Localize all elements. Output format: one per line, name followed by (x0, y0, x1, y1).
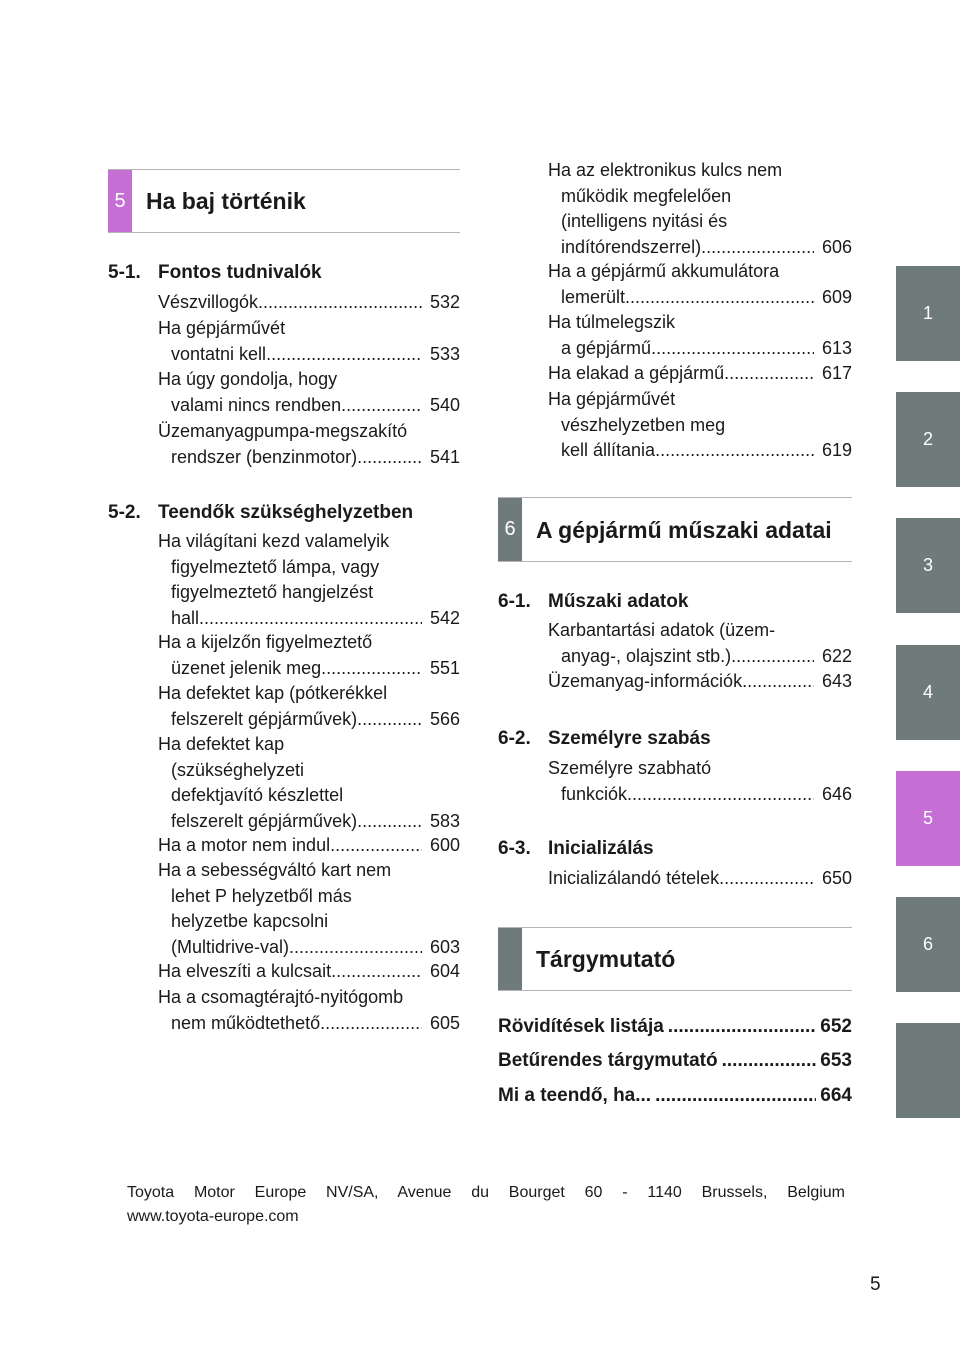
toc-entry-line (548, 184, 852, 210)
toc-entry-text: Ha a gépjármű akkumulátora (548, 261, 780, 281)
toc-entry-text: Ha az elektronikus kulcs nem (548, 160, 783, 180)
toc-entry-line (158, 758, 460, 784)
dot-leader (357, 445, 422, 471)
toc-entry-line (548, 209, 852, 235)
toc-entry[interactable] (548, 259, 852, 310)
toc-entry-line (158, 935, 460, 961)
toc-entry[interactable] (548, 756, 852, 807)
toc-entry[interactable] (548, 158, 852, 260)
toc-entry-text: funkciók (561, 783, 628, 804)
toc-entry-text: Inicializálandó tételek (548, 868, 720, 888)
dot-leader (655, 438, 814, 464)
dot-leader (664, 1014, 817, 1040)
index-entry-label: Rövidítések listája (498, 1016, 664, 1037)
dot-leader (625, 285, 814, 311)
dot-leader (258, 290, 422, 316)
side-tab-4[interactable]: 4 (896, 645, 960, 740)
dot-leader (651, 1083, 816, 1109)
toc-entry[interactable] (548, 387, 852, 464)
toc-entry-page: 605 (429, 1012, 460, 1033)
toc-entry[interactable] (548, 361, 852, 387)
toc-entry-line (158, 732, 460, 758)
page-number: 5 (870, 1274, 881, 1295)
subsection-number: 6-1. (498, 591, 531, 612)
toc-entry-line (158, 342, 460, 368)
toc-entry-page: 541 (429, 446, 460, 467)
section-6-tab: 6 (498, 498, 522, 561)
toc-entry-page: 533 (429, 343, 460, 364)
toc-entry-page: 542 (429, 607, 460, 628)
toc-entry-line (158, 783, 460, 809)
side-tab-2[interactable]: 2 (896, 392, 960, 487)
index-entry-alphabetical[interactable] (498, 1048, 852, 1074)
toc-entry-line (158, 393, 460, 419)
subsection-number: 6-3. (498, 838, 531, 859)
dot-leader (321, 656, 422, 682)
toc-entry-text: lehet P helyzetből más (171, 885, 352, 906)
subsection-label: Inicializálás (548, 838, 654, 859)
toc-entry-line (548, 285, 852, 311)
dot-leader (357, 809, 422, 835)
subsection-6-1-title (498, 589, 852, 615)
side-tab-6[interactable]: 6 (896, 897, 960, 992)
toc-entry-line (158, 606, 460, 632)
toc-entry-line (548, 361, 852, 387)
side-tab-index[interactable] (896, 1023, 960, 1118)
toc-entry[interactable] (158, 367, 460, 418)
section-5-tab: 5 (108, 170, 132, 232)
toc-entry-page: 583 (429, 810, 460, 831)
subsection-label: Műszaki adatok (548, 591, 689, 612)
toc-entry[interactable] (158, 630, 460, 681)
dot-leader (320, 1011, 422, 1037)
toc-entry-line (548, 644, 852, 670)
toc-entry-line (548, 336, 852, 362)
toc-entry-line (548, 756, 852, 782)
toc-entry-line (158, 580, 460, 606)
toc-entry-page: 613 (821, 337, 852, 358)
toc-entry-line (158, 884, 460, 910)
toc-entry[interactable] (548, 866, 852, 892)
toc-entry-text: Ha a motor nem indul (158, 835, 331, 855)
toc-entry-text: rendszer (benzinmotor) (171, 446, 358, 467)
dot-leader (627, 782, 814, 808)
toc-entry-page: 622 (821, 645, 852, 666)
toc-entry-line (158, 529, 460, 555)
toc-entry-text: (Multidrive-val) (171, 936, 290, 957)
toc-entry-line (158, 959, 460, 985)
toc-entry-text: Ha elakad a gépjármű (548, 363, 725, 383)
toc-entry-page: 604 (429, 961, 460, 981)
toc-entry-text: figyelmeztető hangjelzést (171, 582, 374, 602)
toc-entry-text: Ha a kijelzőn figyelmeztető (158, 632, 373, 652)
subsection-label: Személyre szabás (548, 728, 711, 749)
index-entry-label: Mi a teendő, ha... (498, 1085, 652, 1106)
toc-entry-page: 619 (821, 440, 852, 460)
toc-entry-text: vészhelyzetben meg (561, 414, 726, 435)
toc-entry-line (548, 782, 852, 808)
section-5-header (108, 169, 460, 233)
dot-leader (731, 644, 814, 670)
toc-entry[interactable] (158, 290, 460, 316)
toc-entry-page: 646 (821, 783, 852, 804)
toc-entry-page: 617 (821, 363, 852, 383)
toc-entry[interactable] (158, 529, 460, 631)
toc-entry-line (548, 259, 852, 285)
toc-entry-text: Személyre szabható (548, 758, 712, 778)
index-section-tab (498, 928, 522, 990)
toc-entry-text: Ha defektet kap (158, 734, 285, 754)
toc-entry-page: 551 (429, 657, 460, 678)
toc-entry-text: Üzemanyagpumpa-megszakító (158, 421, 408, 441)
index-entry-page: 653 (820, 1050, 852, 1071)
section-6-header (498, 497, 852, 562)
toc-entry-line (158, 681, 460, 707)
toc-entry[interactable] (158, 985, 460, 1036)
index-entry-what-to-do[interactable] (498, 1083, 852, 1109)
dot-leader (719, 866, 814, 892)
toc-entry-page: 540 (429, 394, 460, 415)
toc-entry[interactable] (548, 669, 852, 695)
section-5-title: Ha baj történik (146, 188, 306, 214)
toc-entry-page: 606 (821, 236, 852, 257)
dot-leader (742, 669, 814, 695)
toc-entry-line (158, 316, 460, 342)
toc-entry-text: (szükséghelyzeti (171, 759, 305, 780)
toc-entry-line (548, 866, 852, 892)
toc-entry-text: anyag-, olajszint stb.) (561, 645, 732, 666)
toc-entry-line (548, 413, 852, 439)
toc-entry-text: vontatni kell (171, 343, 267, 364)
toc-entry-text: valami nincs rendben (171, 394, 342, 415)
index-section-title: Tárgymutató (536, 946, 676, 972)
dot-leader (331, 959, 422, 985)
toc-entry[interactable] (548, 310, 852, 361)
dot-leader (651, 336, 814, 362)
toc-entry-text: felszerelt gépjárművek) (171, 708, 358, 729)
toc-entry-text: Ha úgy gondolja, hogy (158, 369, 338, 389)
toc-entry-text: lemerült (561, 286, 626, 307)
toc-entry-text: figyelmeztető lámpa, vagy (171, 556, 380, 577)
toc-entry-line (548, 618, 852, 644)
toc-entry-text: Üzemanyag-információk (548, 671, 743, 691)
index-entry-label: Betűrendes tárgymutató (498, 1050, 718, 1071)
toc-entry-text: nem működtethető (171, 1012, 321, 1033)
index-entry-page: 652 (820, 1016, 852, 1037)
toc-entry-text: Ha világítani kezd valamelyik (158, 531, 390, 551)
toc-entry-text: Ha a csomagtérajtó-nyitógomb (158, 987, 404, 1007)
toc-entry-text: Ha gépjárművét (548, 389, 676, 409)
subsection-number: 5-2. (108, 502, 141, 523)
toc-entry-text: Ha a sebességváltó kart nem (158, 860, 392, 880)
toc-entry-page: 600 (429, 835, 460, 855)
toc-entry-page: 609 (821, 286, 852, 307)
toc-entry-text: üzenet jelenik meg (171, 657, 322, 678)
subsection-5-1-title (108, 260, 460, 286)
toc-entry-text: indítórendszerrel) (561, 236, 702, 257)
toc-entry[interactable] (548, 618, 852, 669)
toc-entry-line (548, 669, 852, 695)
dot-leader (718, 1048, 817, 1074)
toc-entry-page: 603 (429, 936, 460, 957)
toc-entry-page: 566 (429, 708, 460, 729)
subsection-label: Fontos tudnivalók (158, 262, 322, 283)
toc-entry-text: működik megfelelően (561, 185, 732, 206)
dot-leader (701, 235, 814, 261)
toc-entry-line (158, 656, 460, 682)
toc-entry-page: 643 (821, 671, 852, 691)
toc-entry-line (158, 985, 460, 1011)
toc-entry-page: 650 (821, 868, 852, 888)
toc-entry-line (548, 310, 852, 336)
toc-entry-line (548, 158, 852, 184)
subsection-number: 6-2. (498, 728, 531, 749)
toc-entry[interactable] (158, 858, 460, 960)
subsection-label: Teendők szükséghelyzetben (158, 502, 414, 523)
toc-entry[interactable] (158, 681, 460, 732)
subsection-5-2-title (108, 500, 460, 526)
toc-entry-line (158, 419, 460, 445)
toc-entry[interactable] (158, 419, 460, 470)
toc-entry-line (548, 235, 852, 261)
dot-leader (724, 361, 814, 387)
section-6-title: A gépjármű műszaki adatai (536, 516, 832, 543)
dot-leader (266, 342, 422, 368)
toc-entry-page: 532 (429, 292, 460, 312)
side-tab-5[interactable]: 5 (896, 771, 960, 866)
toc-entry-text: Ha elveszíti a kulcsait (158, 961, 332, 981)
toc-entry-text: a gépjármű (561, 337, 652, 358)
toc-entry-text: (intelligens nyitási és (561, 211, 728, 231)
toc-entry-text: Ha gépjárművét (158, 318, 286, 338)
dot-leader (357, 707, 422, 733)
toc-entry-line (158, 445, 460, 471)
toc-entry[interactable] (158, 833, 460, 859)
toc-entry-line (158, 858, 460, 884)
toc-entry[interactable] (158, 959, 460, 985)
index-section-header (498, 927, 852, 991)
toc-entry[interactable] (158, 732, 460, 834)
dot-leader (341, 393, 422, 419)
subsection-6-3-title (498, 836, 852, 862)
toc-entry-text: Ha túlmelegszik (548, 312, 676, 332)
toc-entry-text: felszerelt gépjárművek) (171, 810, 358, 831)
subsection-6-2-title (498, 726, 852, 752)
toc-entry-text: Vészvillogók (158, 292, 259, 312)
publisher-website: www.toyota-europe.com (127, 1208, 299, 1225)
toc-entry-line (158, 1011, 460, 1037)
toc-entry-line (158, 367, 460, 393)
toc-entry-line (158, 707, 460, 733)
toc-entry-text: defektjavító készlettel (171, 785, 344, 805)
toc-entry-line (548, 438, 852, 464)
toc-entry-text: Ha defektet kap (pótkerékkel (158, 683, 388, 703)
side-tab-3[interactable]: 3 (896, 518, 960, 613)
toc-entry-line (158, 809, 460, 835)
toc-entry-text: hall... (171, 607, 215, 628)
toc-entry-text: helyzetbe kapcsolni (171, 911, 329, 931)
toc-entry-line (158, 833, 460, 859)
index-entry-abbreviations[interactable] (498, 1014, 852, 1040)
index-entry-page: 664 (820, 1085, 852, 1106)
publisher-address: Toyota Motor Europe NV/SA, Avenue du Bourget 60 - 1140 Brussels, Belgium (127, 1184, 845, 1201)
toc-entry-line (158, 909, 460, 935)
dot-leader (289, 935, 422, 961)
toc-entry-line (158, 555, 460, 581)
toc-entry[interactable] (158, 316, 460, 367)
toc-entry-line (548, 387, 852, 413)
dot-leader (330, 833, 422, 859)
toc-entry-text: Karbantartási adatok (üzem- (548, 620, 776, 640)
toc-entry-line (158, 290, 460, 316)
subsection-number: 5-1. (108, 262, 141, 283)
toc-entry-line (158, 630, 460, 656)
side-tab-1[interactable]: 1 (896, 266, 960, 361)
toc-entry-text: kell állítania (561, 440, 656, 460)
dot-leader (214, 606, 422, 632)
